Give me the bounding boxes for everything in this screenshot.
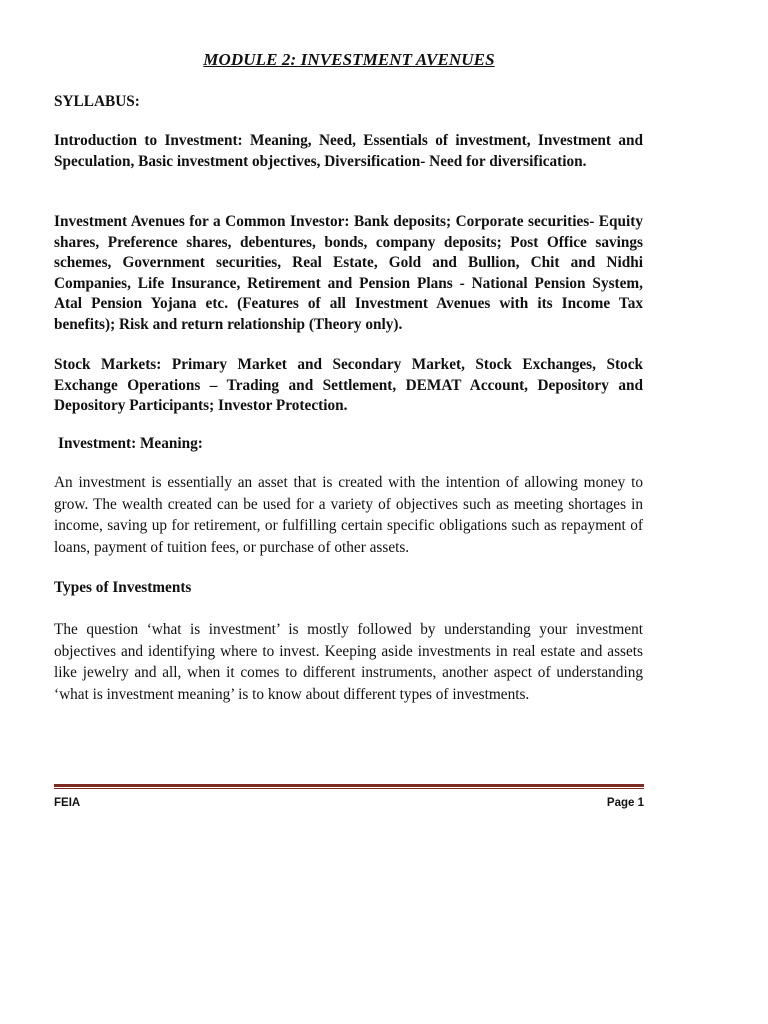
syllabus-avenues-paragraph: Investment Avenues for a Common Investor: Bank deposits; Corporate securities- Equity shares, Preference shares, debentures, bonds, company deposits; Post Office savings schemes, Government securities, Real Estate, Gold and Bullion, Chit and Nidhi Companies, Life Insurance, Retirement and Pension Plans - National Pension System, Atal Pension Yojana etc. (Features of all Investment Avenues with its Income Tax benefits); Risk and return relationship (Theory only). — [54, 213, 643, 333]
types-paragraph: The question ‘what is investment’ is mostly followed by understanding your investment objectives and identifying where to invest. Keeping aside investments in real estate and assets like jewelry and all, when it comes to different instruments, another aspect of understanding ‘what is investment meaning’ is to know about different types of investments. — [54, 621, 643, 703]
syllabus-heading: SYLLABUS: — [54, 93, 140, 110]
meaning-paragraph: An investment is essentially an asset that is created with the intention of allowing money to grow. The wealth created can be used for a variety of objectives such as meeting shortages in income, saving up for retirement, or fulfilling certain specific obligations such as repayment of loans, payment of tuition fees, or purchase of other assets. — [54, 474, 643, 556]
footer-rule-thick — [54, 784, 644, 787]
page-title: MODULE 2: INVESTMENT AVENUES — [203, 50, 495, 69]
meaning-heading: Investment: Meaning: — [58, 435, 203, 452]
page-number: Page 1 — [606, 797, 644, 809]
footer-rule-thin — [54, 788, 644, 789]
footer-label: FEIA — [54, 797, 81, 809]
syllabus-stock-markets-paragraph: Stock Markets: Primary Market and Secondary Market, Stock Exchanges, Stock Exchange Operations – Trading and Settlement, DEMAT Account, Depository and Depository Participants; Investor Protection. — [54, 356, 643, 414]
types-heading: Types of Investments — [54, 579, 192, 596]
syllabus-introduction-paragraph: Introduction to Investment: Meaning, Need, Essentials of investment, Investment and Speculation, Basic investment objectives, Diversification- Need for diversification. — [54, 132, 643, 170]
